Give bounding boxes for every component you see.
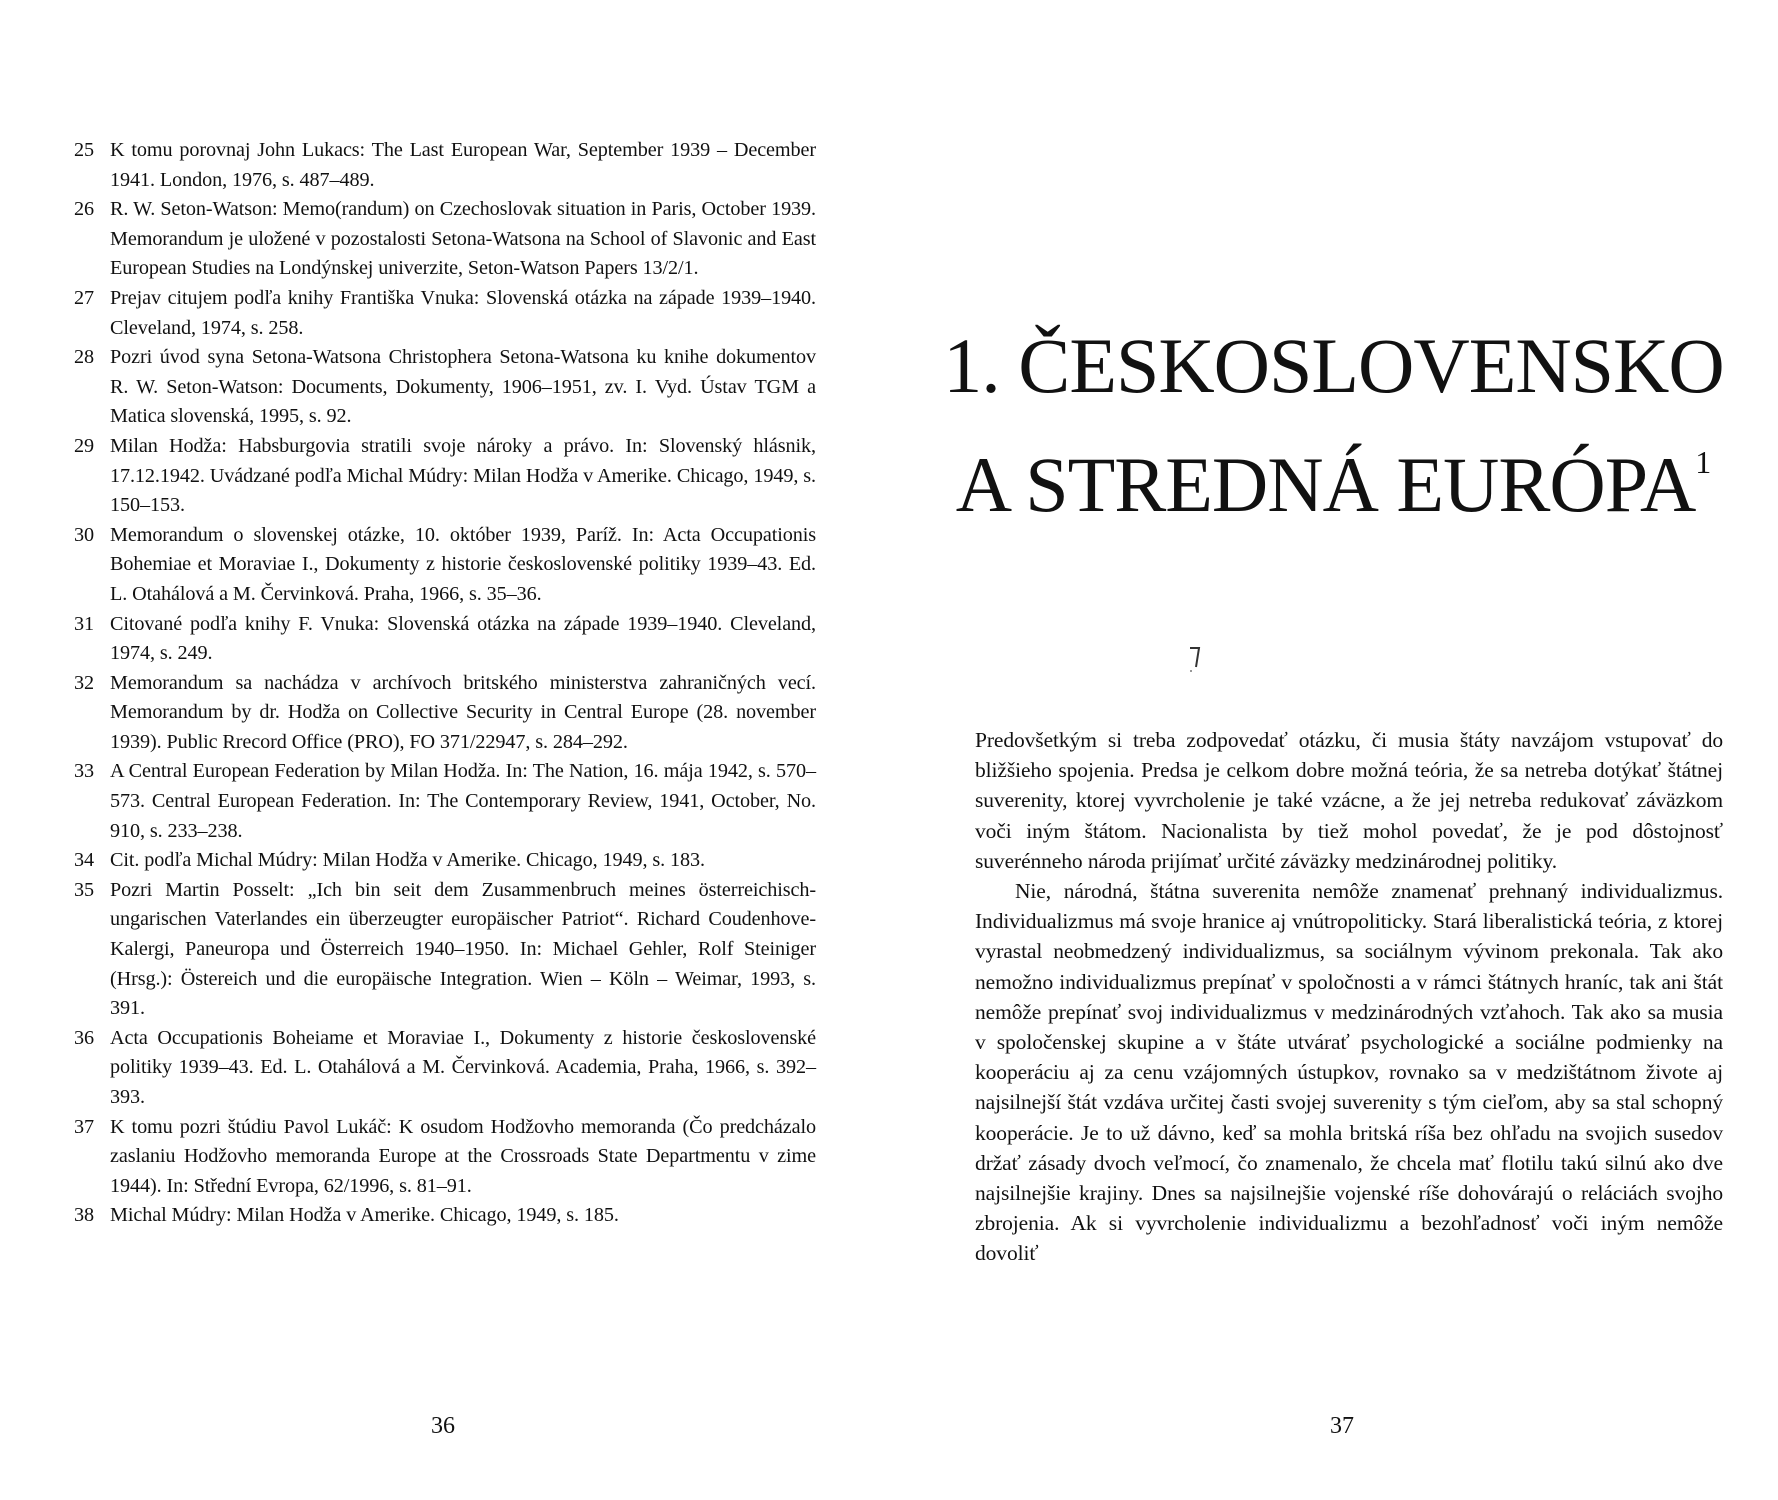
endnote-number: 27	[74, 286, 94, 309]
endnote	[74, 876, 816, 1024]
endnote-number: 25	[74, 139, 94, 161]
endnote	[74, 136, 816, 195]
stray-mark-glyph	[1187, 645, 1203, 675]
chapter-title-line-1: 1. ČESKOSLOVENSKO	[943, 322, 1724, 409]
page-number: 36	[431, 1413, 455, 1439]
endnote-number: 32	[74, 671, 94, 694]
endnote	[74, 1201, 816, 1231]
endnote	[74, 757, 816, 846]
endnote	[74, 846, 816, 876]
endnote-text: Citované podľa knihy F. Vnuka: Slovenská otázka na západe 1939–1940. Cleveland, 1974, s. 249.	[110, 612, 816, 665]
footnote-reference: 1	[1695, 444, 1712, 480]
endnote-text: K tomu porovnaj John Lukacs: The Last European War, September 1939 – December 1941. London, 1976, s. 487–489.	[110, 139, 816, 191]
endnote-number: 38	[74, 1204, 94, 1227]
endnote-text: R. W. Seton-Watson: Memo(randum) on Czechoslovak situation in Paris, October 1939. Memorandum je uložené v pozostalosti Setona-Watsona na School of Slavonic and East European Studies na Londýnskej univerzite, Seton-Watson Papers 13/2/1.	[110, 198, 816, 280]
chapter-title	[889, 318, 1778, 533]
endnote	[74, 521, 816, 610]
stray-mark	[1187, 645, 1203, 683]
endnote	[74, 1024, 816, 1113]
endnote-text: Prejav citujem podľa knihy Františka Vnuka: Slovenská otázka na západe 1939–1940. Cleveland, 1974, s. 258.	[110, 286, 816, 339]
endnote-text: Memorandum o slovenskej otázke, 10. október 1939, Paríž. In: Acta Occupationis Bohemiae et Moraviae I., Dokumenty z historie československé politiky 1939–43. Ed. L. Otahálová a M. Červinková. Praha, 1966, s. 35–36.	[110, 523, 816, 605]
endnote-text: Pozri Martin Posselt: „Ich bin seit dem Zusammenbruch meines österreichisch-ungarischen Vaterlandes ein überzeugter europäischer Patriot“. Richard Coudenhove-Kalergi, Paneuropa und Österreich 1940–1950. In: Michael Gehler, Rolf Steiniger (Hrsg.): Östereich und die europäische Integration. Wien – Köln – Weimar, 1993, s. 391.	[110, 878, 816, 1020]
body-paragraph: Nie, národná, štátna suverenita nemôže znamenať prehnaný individualizmus. Individualizmus má svoje hranice aj vnútropoliticky. Stará liberalistická teória, z ktorej vyrastal neobmedzený individualizmus, sa sociálnym vývinom prekonala. Tak ako nemožno individualizmus prepínať v spoločnosti a v rámci štátnych hraníc, tak ani štát nemôže prepínať svoj individualizmus v medzinárodných vzťahoch. Tak ako sa musia v spoločenskej skupine a v štáte utvárať psychologické a sociálne podmienky na kooperáciu aj za cenu vzájomných ústupkov, rovnako sa v medzištátnom živote aj najsilnejší štát vzdáva určitej časti svojej suverenity s tým cieľom, aby sa stal schopný kooperácie. Je to už dávno, keď sa mohla britská ríša bez ohľadu na svojich susedov držať zásady dvoch veľmocí, čo znamenalo, že chcela mať flotilu takú silnú ako dve najsilnejšie krajiny. Dnes sa najsilnejšie vojenské ríše dohovárajú o reláciách svojho zbrojenia. Ak si vyvrcholenie individualizmu a bezohľadnosť voči iným nemôže dovoliť	[975, 879, 1723, 1266]
endnote-number: 35	[74, 878, 94, 901]
endnote-number: 30	[74, 523, 94, 546]
endnote-number: 28	[74, 346, 94, 369]
body-paragraph: Predovšetkým si treba zodpovedať otázku, či musia štáty navzájom vstupovať do bližšieho spojenia. Predsa je celkom dobre možná teória, že sa netreba dotýkať štátnej suverenity, ktorej vyvrcholenie je také vzácne, a že jej netreba redukovať záväzkom voči iným štátom. Nacionalista by tiež mohol povedať, že je pod dôstojnosť suverénneho národa prijímať určité záväzky medzinárodnej politiky.	[975, 728, 1723, 873]
endnote-number: 26	[74, 198, 94, 221]
endnote-number: 31	[74, 612, 94, 635]
endnote	[74, 610, 816, 669]
endnote-text: Michal Múdry: Milan Hodža v Amerike. Chicago, 1949, s. 185.	[110, 1204, 619, 1227]
endnotes-list	[74, 136, 816, 1231]
chapter-title-line-2: A STREDNÁ EURÓPA	[955, 441, 1696, 528]
endnote-text: Memorandum sa nachádza v archívoch britského ministerstva zahraničných vecí. Memorandum by dr. Hodža on Collective Security in Central Europe (28. november 1939). Public Rrecord Office (PRO), FO 371/22947, s. 284–292.	[110, 671, 816, 753]
endnote	[74, 195, 816, 284]
endnote	[74, 1113, 816, 1202]
endnote-number: 37	[74, 1115, 94, 1138]
chapter-body	[975, 725, 1723, 1269]
endnote-text: Acta Occupationis Boheiame et Moraviae I., Dokumenty z historie československé politiky 1939–43. Ed. L. Otahálová a M. Červinková. Academia, Praha, 1966, s. 392–393.	[110, 1026, 816, 1108]
endnote	[74, 432, 816, 521]
endnote-text: Pozri úvod syna Setona-Watsona Christophera Setona-Watsona ku knihe dokumentov R. W. Seton-Watson: Documents, Dokumenty, 1906–1951, zv. I. Vyd. Ústav TGM a Matica slovenská, 1995, s. 92.	[110, 346, 816, 428]
endnote	[74, 669, 816, 758]
endnote-number: 29	[74, 434, 94, 457]
right-page	[889, 0, 1778, 1500]
endnote-text: A Central European Federation by Milan Hodža. In: The Nation, 16. mája 1942, s. 570–573. Central European Federation. In: The Contemporary Review, 1941, October, No. 910, s. 233–238.	[110, 760, 816, 842]
endnote-number: 34	[74, 849, 94, 872]
endnote-text: Milan Hodža: Habsburgovia stratili svoje nároky a právo. In: Slovenský hlásnik, 17.12.1942. Uvádzané podľa Michal Múdry: Milan Hodža v Amerike. Chicago, 1949, s. 150–153.	[110, 434, 816, 517]
endnote-number: 36	[74, 1026, 94, 1049]
endnote-text: K tomu pozri štúdiu Pavol Lukáč: K osudom Hodžovho memoranda (Čo predcházalo zaslaniu Hodžovho memoranda Europe at the Crossroads State Departmentu v zime 1944). In: Střední Evropa, 62/1996, s. 81–91.	[110, 1115, 816, 1197]
endnote	[74, 284, 816, 343]
page-number: 37	[1330, 1413, 1354, 1439]
endnote	[74, 343, 816, 432]
endnote-text: Cit. podľa Michal Múdry: Milan Hodža v Amerike. Chicago, 1949, s. 183.	[110, 849, 705, 872]
endnote-number: 33	[74, 760, 94, 783]
